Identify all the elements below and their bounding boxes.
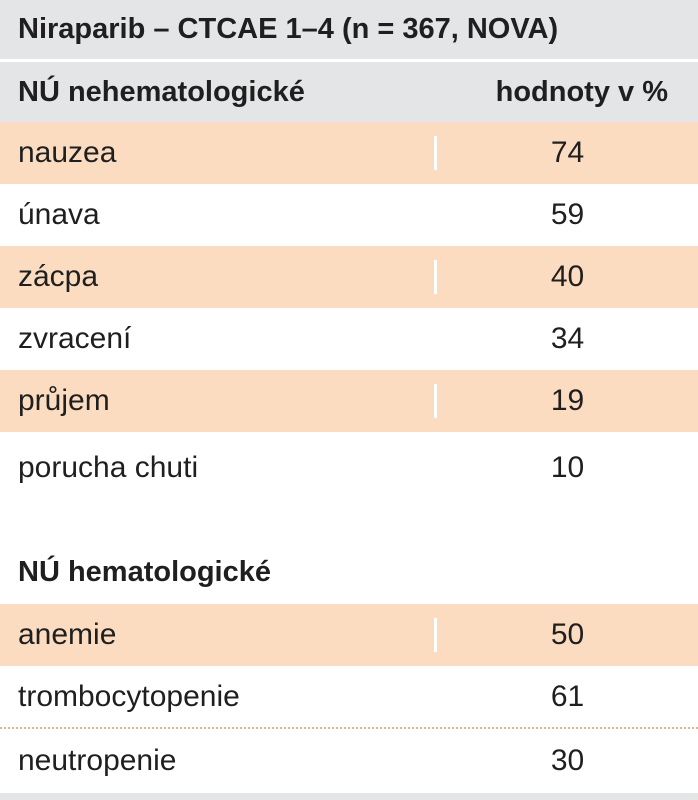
table-header-row [0, 62, 698, 122]
row-name: anemie [0, 618, 437, 652]
table-title: Niraparib – CTCAE 1–4 (n = 367, NOVA) [18, 13, 559, 45]
row-value: 74 [550, 136, 585, 169]
table-bottom-rule [0, 793, 698, 800]
row-value: 19 [550, 384, 585, 417]
row-name: zvracení [18, 322, 132, 355]
row-value: 30 [550, 744, 585, 777]
row-name: neutropenie [18, 744, 177, 777]
table-row [0, 432, 698, 504]
row-value: 40 [550, 260, 585, 293]
row-name: průjem [0, 384, 437, 418]
section-heading-row [0, 540, 698, 604]
row-name: porucha chuti [18, 451, 199, 484]
table-row [0, 308, 698, 370]
section-heading: NÚ hematologické [18, 555, 271, 588]
row-value: 34 [550, 322, 585, 355]
row-name: únava [18, 198, 100, 231]
row-value: 61 [550, 680, 585, 713]
table-row [0, 729, 698, 793]
row-name: zácpa [0, 260, 437, 294]
table-row [0, 184, 698, 246]
table-row [0, 604, 698, 666]
row-value: 10 [550, 451, 585, 484]
table-row [0, 370, 698, 432]
row-name: nauzea [0, 136, 437, 170]
table-row [0, 246, 698, 308]
row-value: 59 [550, 198, 585, 231]
column-header-name: NÚ nehematologické [18, 75, 305, 108]
row-value: 50 [550, 618, 585, 651]
table-title-row [0, 0, 698, 62]
row-name: trombocytopenie [18, 680, 240, 713]
table-row [0, 122, 698, 184]
table-row [0, 666, 698, 728]
column-header-value: hodnoty v % [495, 75, 668, 108]
